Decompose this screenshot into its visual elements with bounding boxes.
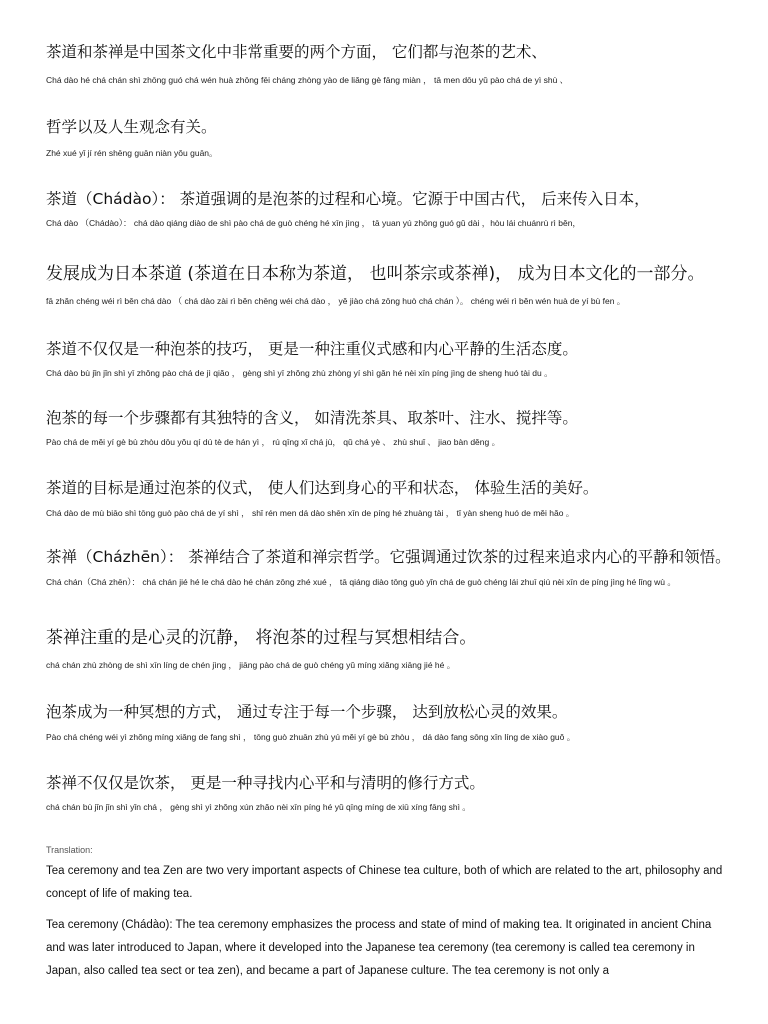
chinese-line-8: 茶禅（Cházhēn）： 茶禅结合了茶道和禅宗哲学。它强调通过饮茶的过程来追求内心的平静和领悟。 xyxy=(46,548,731,566)
chinese-line-11: 茶禅不仅仅是饮茶， 更是一种寻找内心平和与清明的修行方式。 xyxy=(46,774,485,792)
pinyin-line-7: Chá dào de mù biāo shì tōng guò pào chá de yí shì ， shǐ rén men dá dào shēn xīn de píng hé zhuàng tài ， tǐ yàn sheng huó de měi hǎo 。 xyxy=(46,508,575,518)
pinyin-line-8: Chá chán（Chá zhēn）： chá chán jié hé le chá dào hé chán zōng zhé xué ， tā qiáng diào tōng guò yǐn chá de guò chéng lái zhuī qiú nèi xīn de píng jìng hé lǐng wù 。 xyxy=(46,577,676,587)
translation-paragraph-2: Tea ceremony (Chádào): The tea ceremony emphasizes the process and state of mind of making tea. It originated in ancient China and was later introduced to Japan, where it developed into the Japanese tea ceremony (tea ceremony is called tea ceremony in Japan, also called tea sect or tea zen), and became a part of Japanese culture. The tea ceremony is not only a xyxy=(46,919,712,977)
translation-paragraph-1: Tea ceremony and tea Zen are two very important aspects of Chinese tea culture, both of which are related to the art, philosophy and concept of life of making tea. xyxy=(46,865,723,900)
pinyin-line-3: Chá dào （Chádào）： chá dào qiáng diào de shì pào chá de guò chéng hé xīn jìng ， tā yuan yú zhōng guó gǔ dài ，hòu lái chuánrù rì běn， xyxy=(46,218,581,228)
chinese-line-3: 茶道（Chádào）： 茶道强调的是泡茶的过程和心境。它源于中国古代， 后来传入日本， xyxy=(46,190,650,208)
pinyin-line-11: chá chán bù jǐn jǐn shì yǐn chá ， gèng shì yì zhǒng xún zhǎo nèi xīn píng hé yǔ qīng míng de xiū xíng fāng shì 。 xyxy=(46,802,471,812)
chinese-line-10: 泡茶成为一种冥想的方式， 通过专注于每一个步骤， 达到放松心灵的效果。 xyxy=(46,703,568,721)
pinyin-line-9: chá chán zhù zhòng de shì xīn líng de chén jìng ， jiāng pào chá de guò chéng yǔ míng xiǎng xiāng jié hé 。 xyxy=(46,660,456,670)
chinese-line-9: 茶禅注重的是心灵的沉静， 将泡茶的过程与冥想相结合。 xyxy=(46,628,477,648)
pinyin-line-10: Pào chá chéng wéi yì zhǒng míng xiǎng de fang shì ， tōng guò zhuān zhù yú měi yí gè bù zhòu ， dá dào fang sōng xīn líng de xiào guǒ 。 xyxy=(46,732,576,742)
pinyin-line-2: Zhé xué yǐ jí rén shēng guān niàn yǒu guān。 xyxy=(46,148,218,158)
chinese-line-6: 泡茶的每一个步骤都有其独特的含义， 如清洗茶具、取茶叶、注水、搅拌等。 xyxy=(46,409,578,427)
pinyin-line-6: Pào chá de měi yí gè bù zhòu dōu yǒu qí dú tè de hán yì ， rú qīng xǐ chá jù， qǔ chá yè 、 zhù shuǐ 、 jiao bàn děng 。 xyxy=(46,437,501,447)
chinese-line-2: 哲学以及人生观念有关。 xyxy=(46,118,217,136)
translation-label: Translation: xyxy=(46,845,93,855)
pinyin-line-4: fā zhǎn chéng wéi rì běn chá dào （ chá dào zài rì běn chēng wéi chá dào ， yě jiào chá zōng huò chá chán ）。 chéng wéi rì běn wén huà de yí bù fen 。 xyxy=(46,296,626,306)
chinese-line-5: 茶道不仅仅是一种泡茶的技巧， 更是一种注重仪式感和内心平静的生活态度。 xyxy=(46,340,578,358)
chinese-line-4: 发展成为日本茶道 (茶道在日本称为茶道， 也叫茶宗或茶禅)， 成为日本文化的一部分。 xyxy=(46,264,705,284)
pinyin-line-5: Chá dào bù jǐn jǐn shì yī zhǒng pào chá de jì qiǎo ， gèng shì yī zhǒng zhù zhòng yí shì gǎn hé nèi xīn píng jìng de sheng huó tài du 。 xyxy=(46,368,553,378)
pinyin-line-1: Chá dào hé chá chán shì zhōng guó chá wén huà zhōng fēi cháng zhòng yào de liǎng gè fāng miàn ， tā men dōu yǔ pào chá de yì shù 、 xyxy=(46,75,569,85)
chinese-line-1: 茶道和茶禅是中国茶文化中非常重要的两个方面， 它们都与泡茶的艺术、 xyxy=(46,43,547,61)
chinese-line-7: 茶道的目标是通过泡茶的仪式， 使人们达到身心的平和状态， 体验生活的美好。 xyxy=(46,479,599,497)
